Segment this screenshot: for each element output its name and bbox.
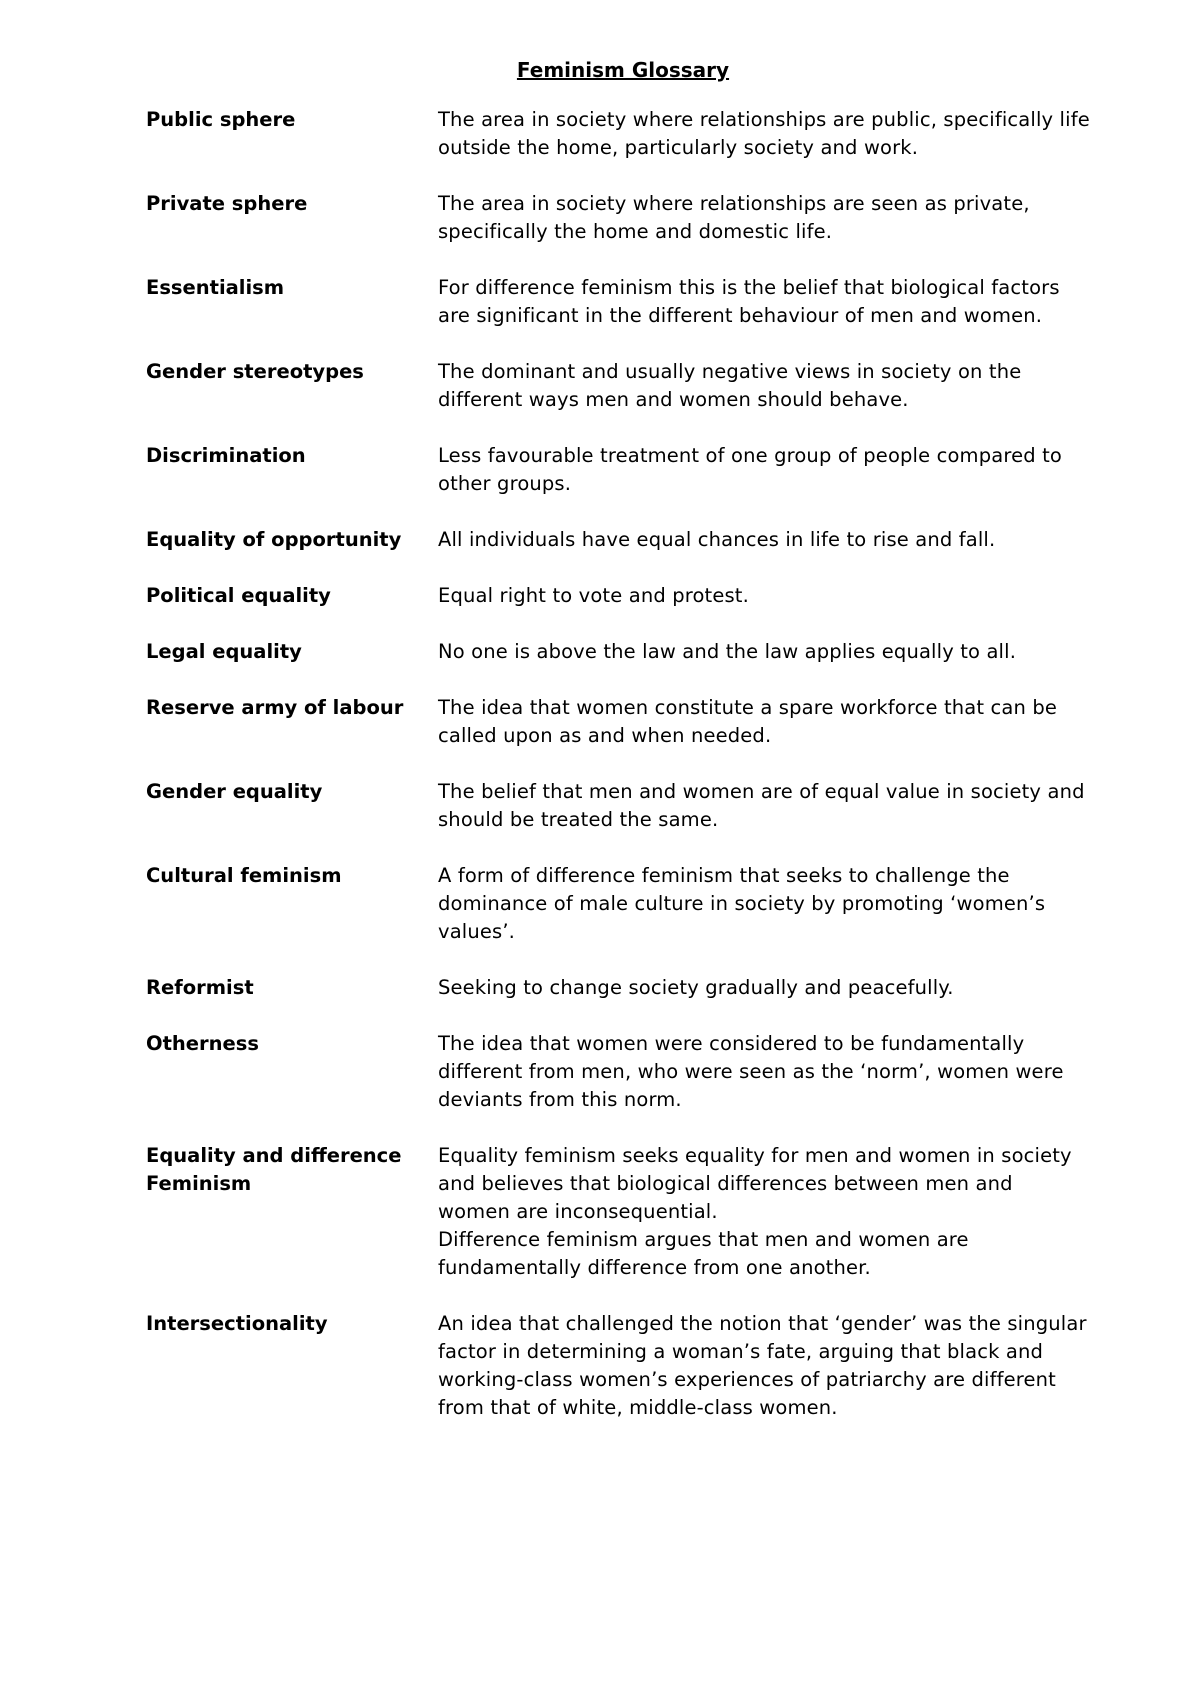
glossary-definition: No one is above the law and the law applies equally to all. — [438, 640, 1017, 663]
document-title: Feminism Glossary — [516, 58, 730, 82]
glossary-list — [146, 106, 1090, 1422]
glossary-definition: The area in society where relationships are seen as private, specifically the home and domestic life. — [438, 192, 1030, 243]
glossary-term: Legal equality — [146, 640, 302, 663]
glossary-term: Equality of opportunity — [146, 528, 402, 551]
glossary-term: Reserve army of labour — [146, 696, 404, 719]
glossary-definition: The idea that women constitute a spare workforce that can be called upon as and when needed. — [438, 696, 1058, 747]
glossary-entry — [146, 442, 1090, 498]
glossary-entry — [146, 694, 1090, 750]
glossary-entry — [146, 582, 1090, 610]
glossary-term: Private sphere — [146, 192, 308, 215]
glossary-definition: Less favourable treatment of one group of people compared to other groups. — [438, 444, 1062, 495]
glossary-term: Essentialism — [146, 276, 285, 299]
glossary-term: Gender stereotypes — [146, 360, 364, 383]
glossary-definition: All individuals have equal chances in life to rise and fall. — [438, 528, 996, 551]
glossary-term: Discrimination — [146, 444, 306, 467]
glossary-entry — [146, 358, 1090, 414]
glossary-entry — [146, 526, 1090, 554]
glossary-definition: Equality feminism seeks equality for men and women in society and believes that biological differences between men and women are inconsequential. Difference feminism argues that men and women are fundamentally difference from one another. — [438, 1144, 1072, 1279]
glossary-definition: A form of difference feminism that seeks to challenge the dominance of male culture in society by promoting ‘women’s values’. — [438, 864, 1046, 943]
glossary-entry — [146, 778, 1090, 834]
glossary-definition: The belief that men and women are of equal value in society and should be treated the same. — [438, 780, 1085, 831]
glossary-definition: Equal right to vote and protest. — [438, 584, 749, 607]
glossary-definition: Seeking to change society gradually and peacefully. — [438, 976, 954, 999]
glossary-term: Political equality — [146, 584, 331, 607]
glossary-term: Otherness — [146, 1032, 259, 1055]
glossary-entry — [146, 1030, 1090, 1114]
glossary-entry — [146, 1310, 1090, 1422]
glossary-definition: An idea that challenged the notion that ‘gender’ was the singular factor in determining a woman’s fate, arguing that black and working-class women’s experiences of patriarchy are different from that of white, middle-class women. — [438, 1312, 1087, 1419]
glossary-definition: The dominant and usually negative views in society on the different ways men and women should behave. — [438, 360, 1022, 411]
glossary-definition: The area in society where relationships are public, specifically life outside the home, particularly society and work. — [438, 108, 1090, 159]
glossary-term: Intersectionality — [146, 1312, 328, 1335]
glossary-entry — [146, 638, 1090, 666]
glossary-entry — [146, 106, 1090, 162]
glossary-entry — [146, 190, 1090, 246]
glossary-term: Cultural feminism — [146, 864, 342, 887]
glossary-definition: The idea that women were considered to be fundamentally different from men, who were seen as the ‘norm’, women were deviants from this norm. — [438, 1032, 1064, 1111]
glossary-term: Reformist — [146, 976, 254, 999]
glossary-term: Gender equality — [146, 780, 323, 803]
glossary-term: Equality and difference Feminism — [146, 1144, 402, 1195]
glossary-entry — [146, 274, 1090, 330]
glossary-term: Public sphere — [146, 108, 296, 131]
glossary-definition: For difference feminism this is the belief that biological factors are significant in the different behaviour of men and women. — [438, 276, 1060, 327]
glossary-entry — [146, 1142, 1090, 1282]
glossary-entry — [146, 974, 1090, 1002]
glossary-entry — [146, 862, 1090, 946]
